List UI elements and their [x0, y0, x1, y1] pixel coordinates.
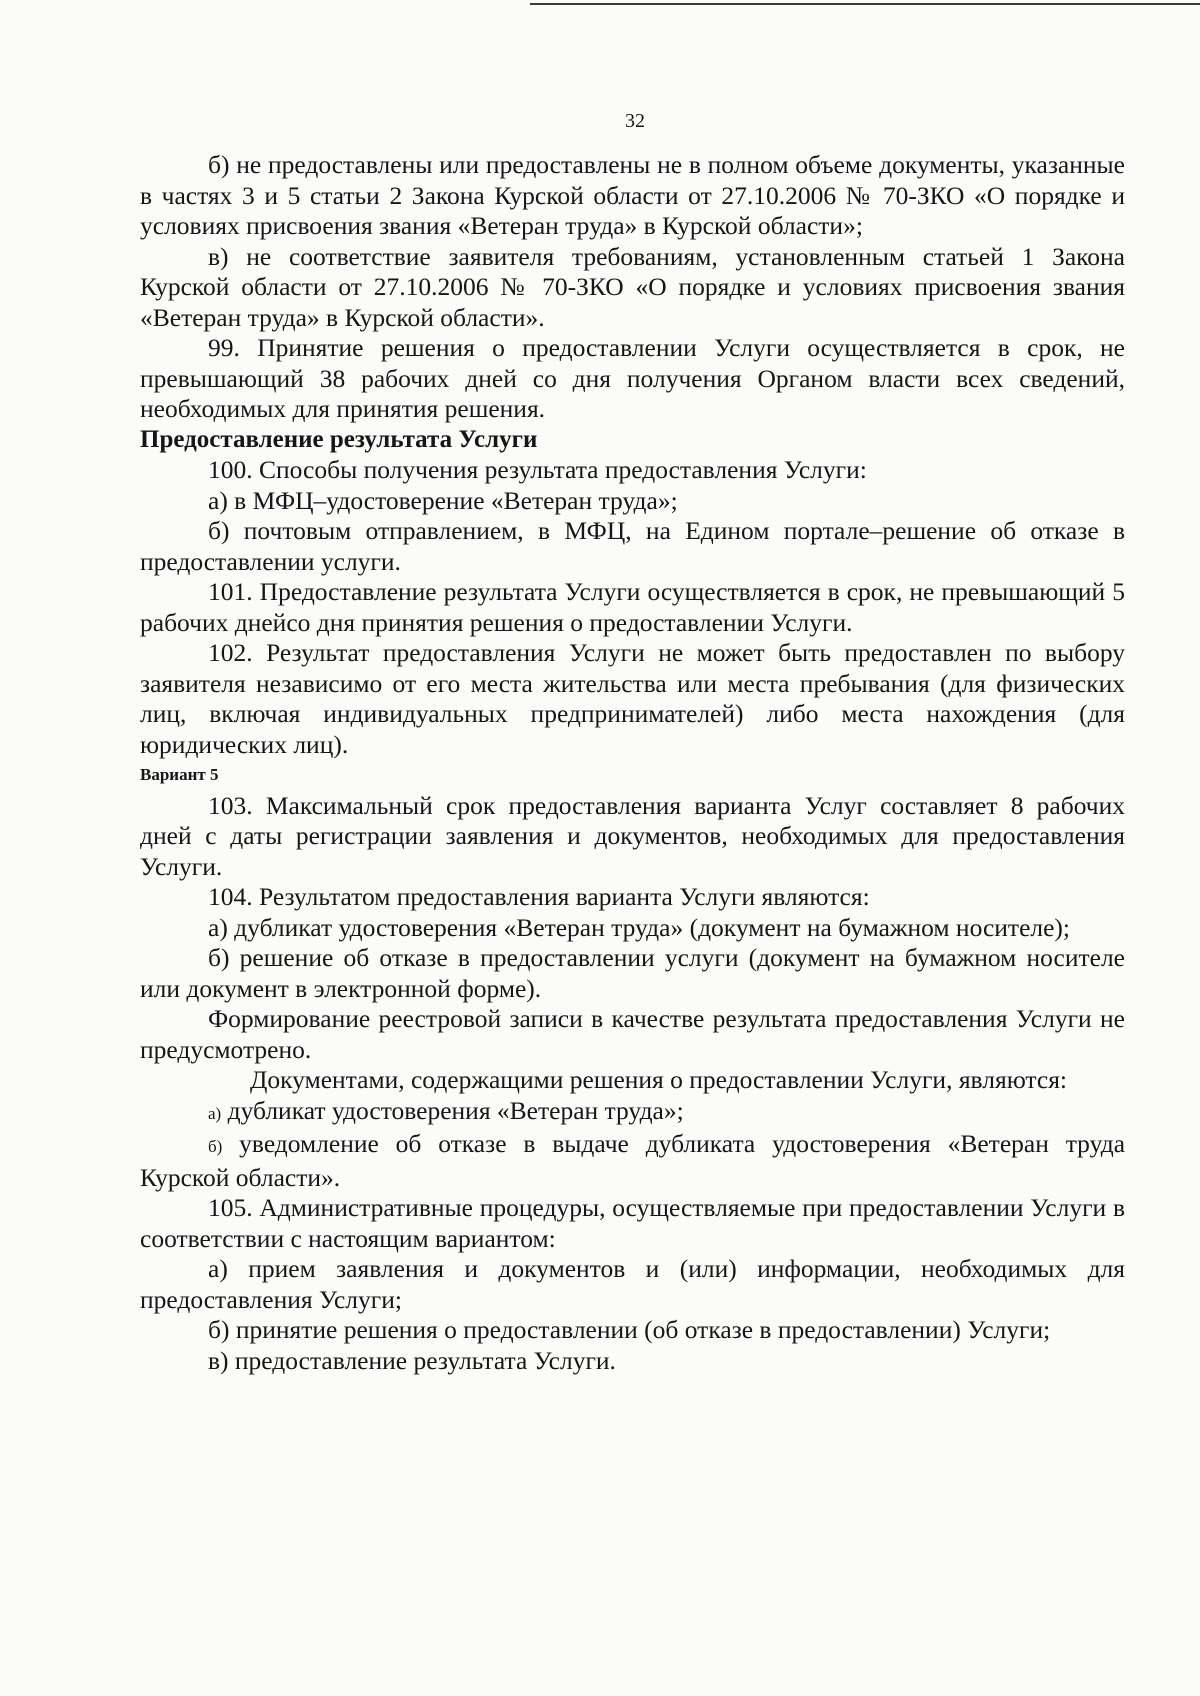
paragraph: 103. Максимальный срок предоставления варианта Услуг составляет 8 рабочих дней с даты регистрации заявления и документов, необходимых для предоставления Услуги.	[140, 790, 1125, 881]
paragraph: 100. Способы получения результата предоставления Услуги:	[208, 455, 867, 484]
document-item-text: дубликат удостоверения «Ветеран труда»;	[227, 1095, 684, 1125]
variant-heading: Вариант 5	[140, 765, 219, 784]
paragraph: б) принятие решения о предоставлении (об отказе в предоставлении) Услуги;	[208, 1315, 1051, 1344]
document-item	[140, 1096, 1125, 1130]
paragraph: 99. Принятие решения о предоставлении Услуги осуществляется в срок, не превышающий 38 рабочих дней со дня получения Органом власти всех сведений, необходимых для принятия решения.	[140, 333, 1125, 423]
scan-edge-line	[530, 3, 1200, 5]
paragraph: а) в МФЦ–удостоверение «Ветеран труда»;	[208, 485, 678, 515]
paragraph: а) прием заявления и документов и (или) информации, необходимых для предоставления Услуги;	[140, 1254, 1125, 1314]
paragraph: б) не предоставлены или предоставлены не в полном объеме документы, указанные в частях 3 и 5 статьи 2 Закона Курской области от 27.10.2006 № 70-ЗКО «О порядке и условиях присвоения звания «Ветеран труда» в Курской области»;	[140, 150, 1125, 240]
paragraph: б) решение об отказе в предоставлении услуги (документ на бумажном носителе или документ в электронной форме).	[140, 943, 1125, 1003]
document-body	[140, 150, 1125, 1376]
documents-intro: Документами, содержащими решения о предоставлении Услуги, являются:	[250, 1065, 1068, 1094]
page-number: 32	[625, 110, 645, 132]
document-item-letter: б)	[208, 1137, 223, 1156]
section-heading: Предоставление результата Услуги	[140, 425, 538, 453]
paragraph: в) предоставление результата Услуги.	[208, 1345, 616, 1375]
paragraph: в) не соответствие заявителя требованиям, установленным статьей 1 Закона Курской области от 27.10.2006 № 70-ЗКО «О порядке и условиях присвоения звания «Ветеран труда» в Курской области».	[140, 241, 1125, 332]
paragraph: а) дубликат удостоверения «Ветеран труда» (документ на бумажном носителе);	[208, 912, 1071, 942]
paragraph: 101. Предоставление результата Услуги осуществляется в срок, не превышающий 5 рабочих днейсо дня принятия решения о предоставлении Услуги.	[140, 577, 1125, 637]
document-item-letter: а)	[208, 1103, 222, 1123]
paragraph: 102. Результат предоставления Услуги не может быть предоставлен по выбору заявителя независимо от его места жительства или места пребывания (для физических лиц, включая индивидуальных предпринимателей) либо места нахождения (для юридических лиц).	[140, 638, 1125, 759]
paragraph: Формирование реестровой записи в качестве результата предоставления Услуги не предусмотрено.	[140, 1004, 1125, 1064]
document-item	[140, 1129, 1125, 1193]
paragraph: 105. Административные процедуры, осуществляемые при предоставлении Услуги в соответствии с настоящим вариантом:	[140, 1193, 1125, 1253]
document-item-text: уведомление об отказе в выдаче дубликата удостоверения «Ветеран труда Курской области».	[140, 1129, 1126, 1192]
paragraph: б) почтовым отправлением, в МФЦ, на Едином портале–решение об отказе в предоставлении услуги.	[140, 516, 1125, 576]
paragraph: 104. Результатом предоставления варианта Услуги являются:	[208, 882, 870, 911]
